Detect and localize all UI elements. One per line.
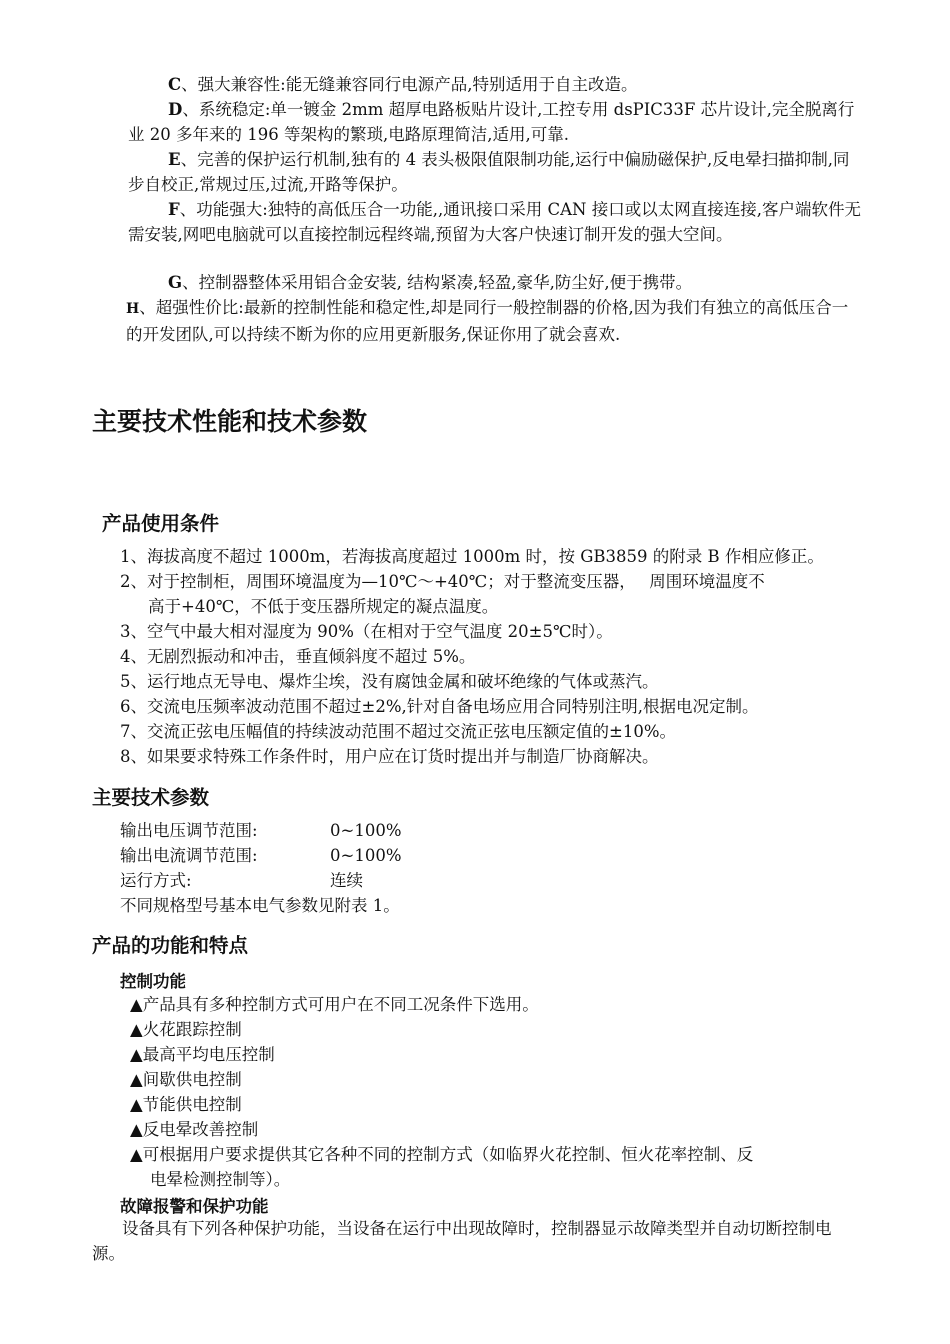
list-item: ▲反电晕改善控制 xyxy=(130,1120,259,1139)
intro-text: 、超强性价比:最新的控制性能和稳定性,却是同行一般控制器的价格,因为我们有独立的高低压合一的开发团队,可以持续不断为你的应用更新服务,保证你用了就会喜欢. xyxy=(126,298,849,344)
param-label: 运行方式: xyxy=(120,871,192,890)
params-note: 不同规格型号基本电气参数见附表 1。 xyxy=(120,896,400,915)
list-item: ▲火花跟踪控制 xyxy=(130,1020,242,1039)
intro-item-f xyxy=(128,197,862,247)
param-label: 输出电压调节范围: xyxy=(120,821,258,840)
intro-item-c xyxy=(128,72,862,97)
intro-text: 、功能强大:独特的高低压合一功能,,通讯接口采用 CAN 接口或以太网直接连接,客户端软件无需安装,网吧电脑就可以直接控制远程终端,预留为大客户快速订制开发的强大空间。 xyxy=(128,200,861,244)
intro-prefix: E xyxy=(168,150,181,169)
list-item: 5、运行地点无导电、爆炸尘埃，没有腐蚀金属和破坏绝缘的气体或蒸汽。 xyxy=(120,672,659,691)
param-label: 输出电流调节范围: xyxy=(120,846,258,865)
features-heading: 产品的功能和特点 xyxy=(92,934,249,957)
list-item: 2、对于控制柜，周围环境温度为—10℃～+40℃；对于整流变压器， 周围环境温度不 xyxy=(120,572,765,591)
control-subheading: 控制功能 xyxy=(120,972,186,991)
list-item: ▲产品具有多种控制方式可用户在不同工况条件下选用。 xyxy=(130,995,539,1014)
intro-item-g xyxy=(128,270,862,295)
fault-subheading: 故障报警和保护功能 xyxy=(120,1197,269,1216)
list-item: 高于+40℃，不低于变压器所规定的凝点温度。 xyxy=(148,597,499,616)
list-item: ▲可根据用户要求提供其它各种不同的控制方式（如临界火花控制、恒火花率控制、反 xyxy=(130,1145,754,1164)
param-value: 0~100% xyxy=(330,846,402,865)
intro-text: 、系统稳定:单一镀金 2mm 超厚电路板贴片设计,工控专用 dsPIC33F 芯片设计,完全脱离行业 20 多年来的 196 等架构的繁琐,电路原理简洁,适用,可靠. xyxy=(128,100,855,144)
control-list xyxy=(130,992,870,1192)
intro-text: 、控制器整体采用铝合金安装, 结构紧凑,轻盈,豪华,防尘好,便于携带。 xyxy=(182,273,693,292)
intro-prefix: F xyxy=(168,200,180,219)
intro-item-e xyxy=(128,147,862,197)
intro-item-h xyxy=(126,295,862,347)
param-value: 连续 xyxy=(330,871,363,890)
intro-prefix: H xyxy=(126,301,140,317)
list-item: 3、空气中最大相对湿度为 90%（在相对于空气温度 20±5℃时）。 xyxy=(120,622,613,641)
conditions-list xyxy=(120,544,880,769)
list-item: 1、海拔高度不超过 1000m，若海拔高度超过 1000m 时，按 GB3859 的附录 B 作相应修正。 xyxy=(120,547,824,566)
param-value: 0~100% xyxy=(330,821,402,840)
intro-text: 、完善的保护运行机制,独有的 4 表头极限值限制功能,运行中偏励磁保护,反电晕扫描抑制,同步自校正,常规过压,过流,开路等保护。 xyxy=(128,150,850,194)
param-row xyxy=(120,868,363,893)
list-item: 4、无剧烈振动和冲击，垂直倾斜度不超过 5%。 xyxy=(120,647,476,666)
params-heading: 主要技术参数 xyxy=(92,786,210,809)
param-row xyxy=(120,843,402,868)
list-item: 8、如果要求特殊工作条件时，用户应在订货时提出并与制造厂协商解决。 xyxy=(120,747,659,766)
list-item: ▲间歇供电控制 xyxy=(130,1070,242,1089)
intro-item-d xyxy=(128,97,862,147)
conditions-heading: 产品使用条件 xyxy=(102,512,220,535)
list-item: 7、交流正弦电压幅值的持续波动范围不超过交流正弦电压额定值的±10%。 xyxy=(120,722,676,741)
list-item: ▲节能供电控制 xyxy=(130,1095,242,1114)
intro-prefix: D xyxy=(168,100,183,119)
intro-prefix: C xyxy=(168,75,182,94)
param-row xyxy=(120,818,402,843)
list-item: ▲最高平均电压控制 xyxy=(130,1045,275,1064)
list-item: 电晕检测控制等）。 xyxy=(150,1170,291,1189)
main-title: 主要技术性能和技术参数 xyxy=(92,407,368,436)
intro-text: 、强大兼容性:能无缝兼容同行电源产品,特别适用于自主改造。 xyxy=(181,75,638,94)
fault-paragraph: 设备具有下列各种保护功能，当设备在运行中出现故障时，控制器显示故障类型并自动切断控制电源。 xyxy=(92,1219,832,1263)
intro-prefix: G xyxy=(168,273,183,292)
list-item: 6、交流电压频率波动范围不超过±2%,针对自备电场应用合同特别注明,根据电况定制。 xyxy=(120,697,759,716)
